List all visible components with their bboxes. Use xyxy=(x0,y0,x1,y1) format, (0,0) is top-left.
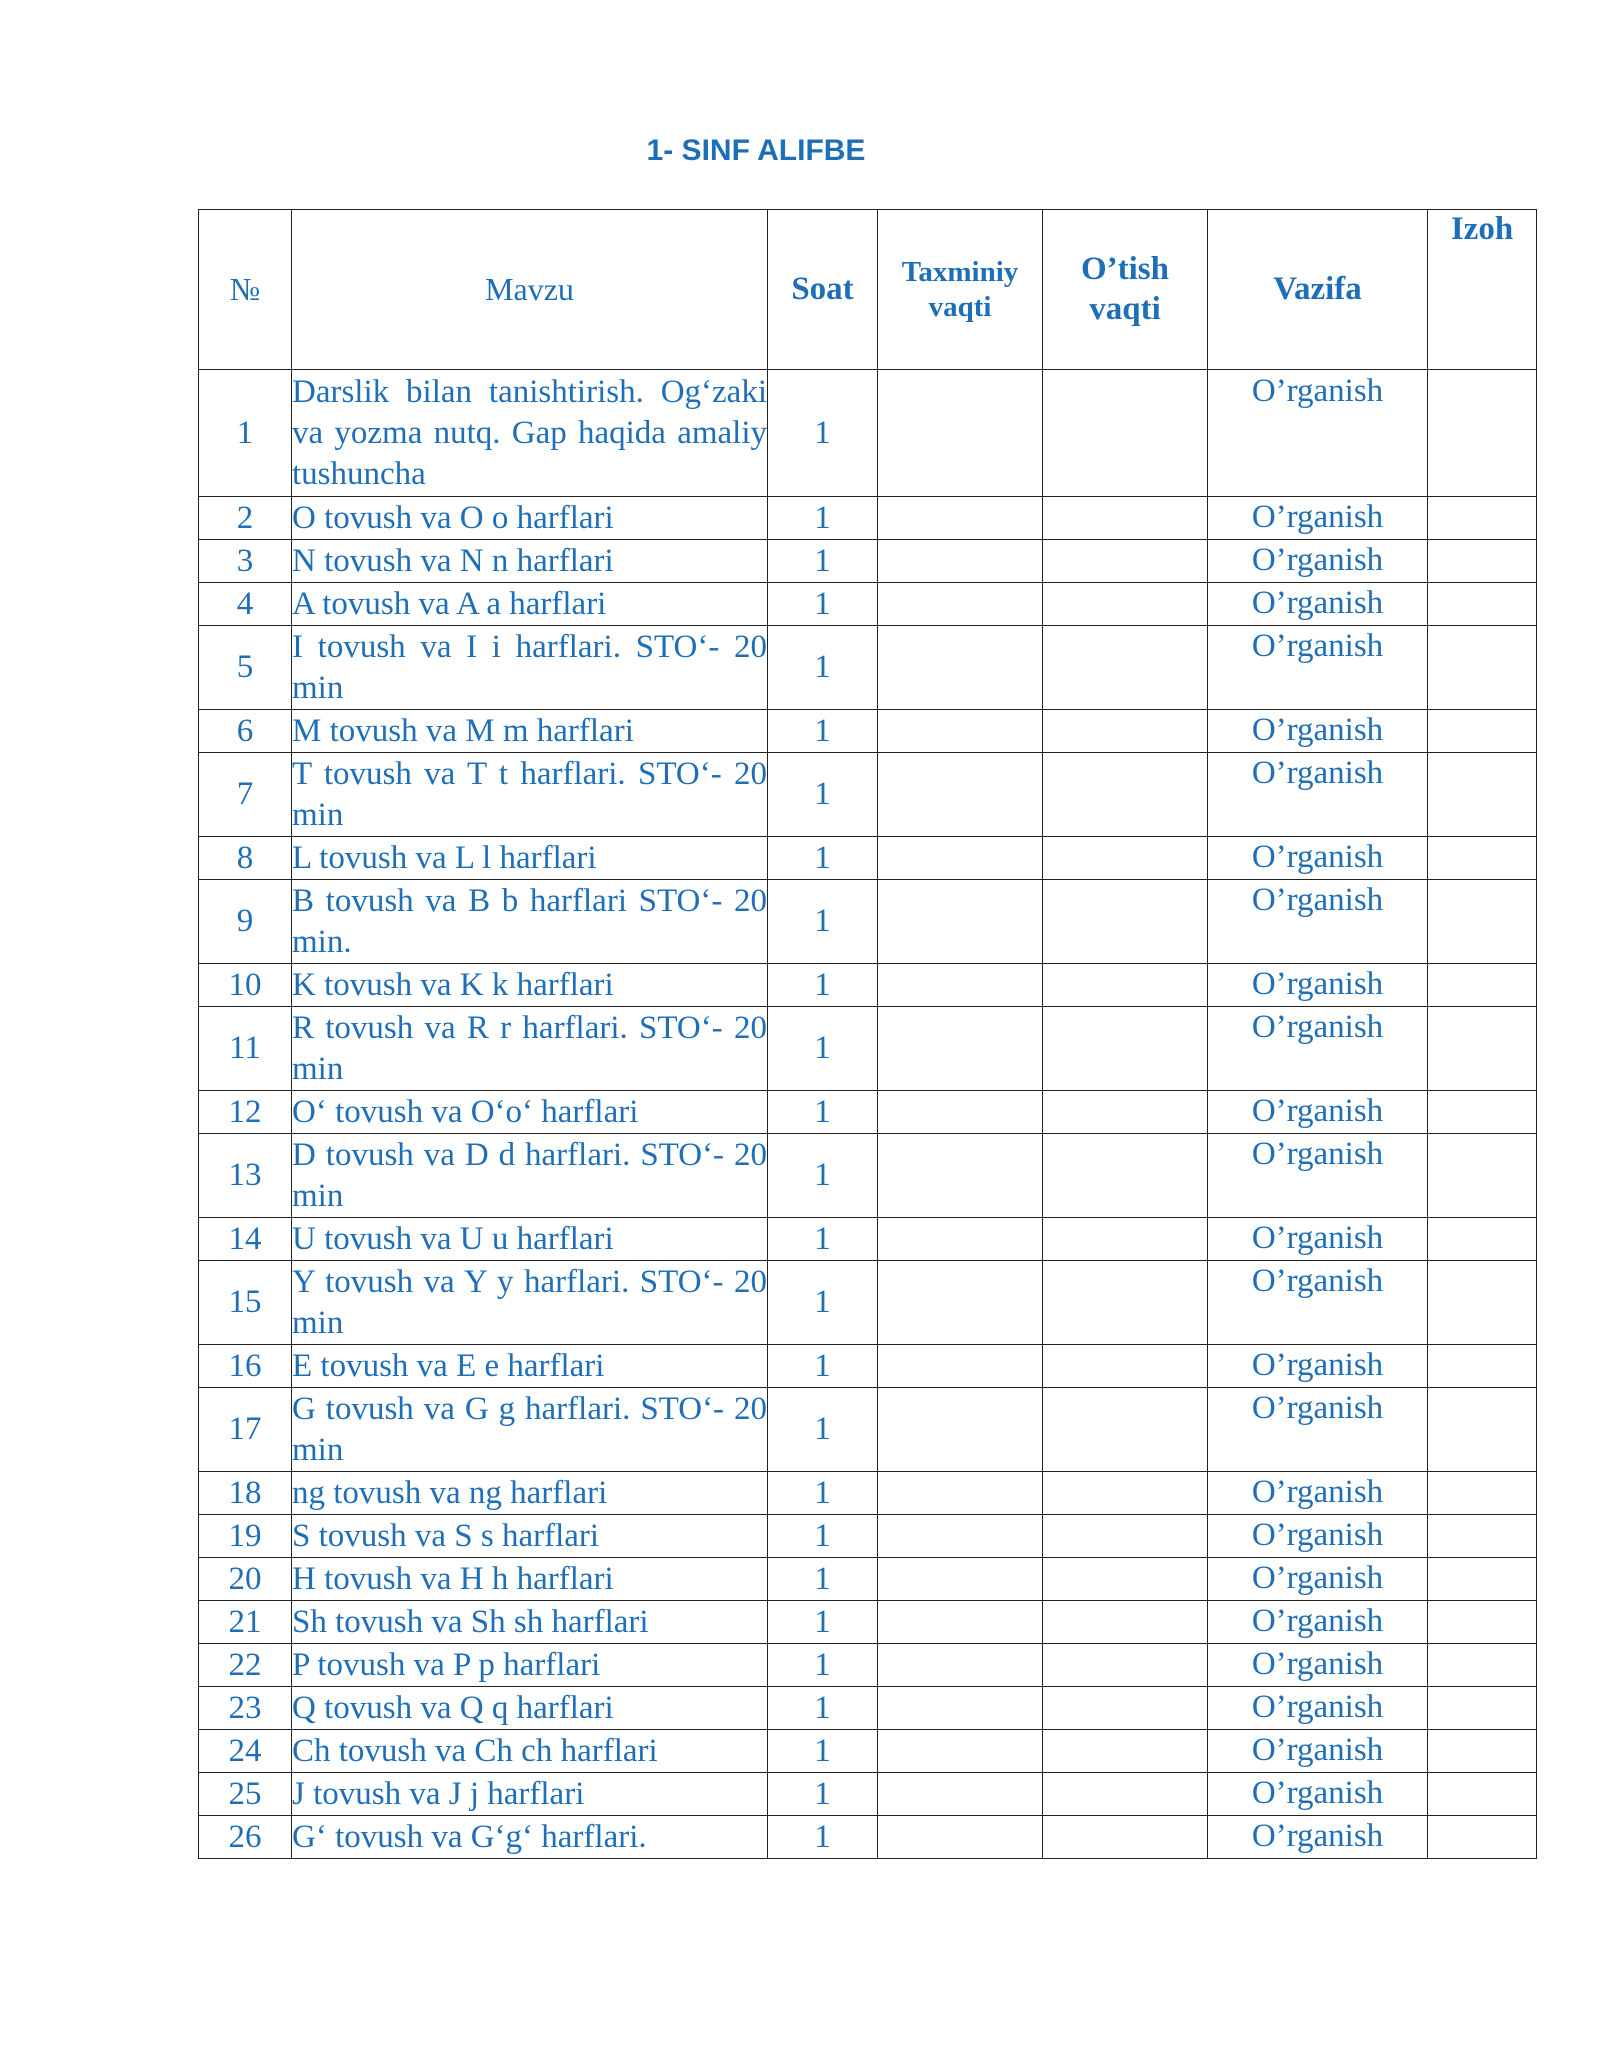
row-task: O’rganish xyxy=(1208,1730,1428,1773)
table-row xyxy=(199,710,1537,753)
row-hours: 1 xyxy=(768,1773,878,1816)
row-actual-time xyxy=(1043,583,1208,626)
table-row xyxy=(199,497,1537,540)
table-row xyxy=(199,1558,1537,1601)
row-actual-time xyxy=(1043,1388,1208,1472)
row-topic: Y tovush va Y y harflari. STO‘- 20 min xyxy=(292,1261,768,1345)
row-estimated-time xyxy=(878,1134,1043,1218)
row-hours: 1 xyxy=(768,837,878,880)
header-number: № xyxy=(199,210,292,370)
row-topic: E tovush va E e harflari xyxy=(292,1345,768,1388)
row-actual-time xyxy=(1043,1345,1208,1388)
header-actual-time-line1: O’tish xyxy=(1080,250,1169,287)
row-hours: 1 xyxy=(768,1687,878,1730)
row-estimated-time xyxy=(878,1091,1043,1134)
row-estimated-time xyxy=(878,1816,1043,1859)
row-topic: O tovush va O o harflari xyxy=(292,497,768,540)
row-hours: 1 xyxy=(768,497,878,540)
row-topic: A tovush va A a harflari xyxy=(292,583,768,626)
header-topic: Mavzu xyxy=(292,210,768,370)
row-note xyxy=(1428,1687,1537,1730)
table-row xyxy=(199,1730,1537,1773)
header-note: Izoh xyxy=(1428,210,1537,370)
row-estimated-time xyxy=(878,1345,1043,1388)
table-row xyxy=(199,1515,1537,1558)
row-note xyxy=(1428,1644,1537,1687)
row-note xyxy=(1428,583,1537,626)
row-task: O’rganish xyxy=(1208,1134,1428,1218)
row-topic: I tovush va I i harflari. STO‘- 20 min xyxy=(292,626,768,710)
row-task: O’rganish xyxy=(1208,1558,1428,1601)
row-number: 9 xyxy=(199,880,292,964)
row-number: 6 xyxy=(199,710,292,753)
row-actual-time xyxy=(1043,497,1208,540)
row-hours: 1 xyxy=(768,753,878,837)
row-actual-time xyxy=(1043,1218,1208,1261)
row-topic: D tovush va D d harflari. STO‘- 20 min xyxy=(292,1134,768,1218)
row-estimated-time xyxy=(878,626,1043,710)
row-number: 3 xyxy=(199,540,292,583)
row-task: O’rganish xyxy=(1208,964,1428,1007)
table-row xyxy=(199,964,1537,1007)
row-actual-time xyxy=(1043,370,1208,497)
table-row xyxy=(199,1773,1537,1816)
row-hours: 1 xyxy=(768,964,878,1007)
header-actual-time-line2: vaqti xyxy=(1089,290,1161,327)
row-note xyxy=(1428,1388,1537,1472)
row-estimated-time xyxy=(878,1515,1043,1558)
table-header-row xyxy=(199,210,1537,370)
row-task: O’rganish xyxy=(1208,1816,1428,1859)
row-actual-time xyxy=(1043,1687,1208,1730)
row-number: 25 xyxy=(199,1773,292,1816)
row-hours: 1 xyxy=(768,1601,878,1644)
row-task: O’rganish xyxy=(1208,583,1428,626)
row-actual-time xyxy=(1043,710,1208,753)
row-actual-time xyxy=(1043,1261,1208,1345)
lesson-plan-table xyxy=(198,209,1537,1859)
row-estimated-time xyxy=(878,837,1043,880)
row-number: 4 xyxy=(199,583,292,626)
row-note xyxy=(1428,1515,1537,1558)
row-number: 17 xyxy=(199,1388,292,1472)
row-note xyxy=(1428,1730,1537,1773)
row-estimated-time xyxy=(878,1601,1043,1644)
row-task: O’rganish xyxy=(1208,1091,1428,1134)
table-row xyxy=(199,1687,1537,1730)
row-note xyxy=(1428,1261,1537,1345)
row-note xyxy=(1428,1134,1537,1218)
row-actual-time xyxy=(1043,964,1208,1007)
table-row xyxy=(199,1816,1537,1859)
row-estimated-time xyxy=(878,1558,1043,1601)
row-hours: 1 xyxy=(768,1134,878,1218)
table-body xyxy=(199,370,1537,1859)
row-topic: M tovush va M m harflari xyxy=(292,710,768,753)
row-estimated-time xyxy=(878,1773,1043,1816)
row-hours: 1 xyxy=(768,1730,878,1773)
row-topic: U tovush va U u harflari xyxy=(292,1218,768,1261)
table-row xyxy=(199,753,1537,837)
row-note xyxy=(1428,497,1537,540)
table-row xyxy=(199,583,1537,626)
table-row xyxy=(199,1345,1537,1388)
table-row xyxy=(199,540,1537,583)
row-estimated-time xyxy=(878,370,1043,497)
row-number: 14 xyxy=(199,1218,292,1261)
row-estimated-time xyxy=(878,1730,1043,1773)
row-actual-time xyxy=(1043,1601,1208,1644)
row-hours: 1 xyxy=(768,1472,878,1515)
row-hours: 1 xyxy=(768,370,878,497)
row-topic: ng tovush va ng harflari xyxy=(292,1472,768,1515)
header-estimated-time-line1: Taxminiy xyxy=(901,255,1019,288)
row-task: O’rganish xyxy=(1208,370,1428,497)
row-actual-time xyxy=(1043,1091,1208,1134)
row-actual-time xyxy=(1043,837,1208,880)
header-hours: Soat xyxy=(768,210,878,370)
row-note xyxy=(1428,370,1537,497)
row-hours: 1 xyxy=(768,626,878,710)
row-number: 5 xyxy=(199,626,292,710)
row-note xyxy=(1428,1816,1537,1859)
row-estimated-time xyxy=(878,880,1043,964)
row-actual-time xyxy=(1043,753,1208,837)
row-note xyxy=(1428,1601,1537,1644)
row-actual-time xyxy=(1043,880,1208,964)
row-actual-time xyxy=(1043,1007,1208,1091)
row-task: O’rganish xyxy=(1208,1388,1428,1472)
row-task: O’rganish xyxy=(1208,540,1428,583)
row-hours: 1 xyxy=(768,1558,878,1601)
row-hours: 1 xyxy=(768,1218,878,1261)
row-actual-time xyxy=(1043,1134,1208,1218)
table-row xyxy=(199,1644,1537,1687)
row-task: O’rganish xyxy=(1208,1515,1428,1558)
row-task: O’rganish xyxy=(1208,1773,1428,1816)
row-actual-time xyxy=(1043,1644,1208,1687)
row-hours: 1 xyxy=(768,1515,878,1558)
row-estimated-time xyxy=(878,583,1043,626)
row-task: O’rganish xyxy=(1208,710,1428,753)
row-task: O’rganish xyxy=(1208,753,1428,837)
row-number: 2 xyxy=(199,497,292,540)
header-actual-time xyxy=(1043,210,1208,370)
row-number: 13 xyxy=(199,1134,292,1218)
row-note xyxy=(1428,753,1537,837)
row-estimated-time xyxy=(878,1261,1043,1345)
row-topic: J tovush va J j harflari xyxy=(292,1773,768,1816)
row-number: 20 xyxy=(199,1558,292,1601)
row-estimated-time xyxy=(878,753,1043,837)
row-topic: Q tovush va Q q harflari xyxy=(292,1687,768,1730)
row-task: O’rganish xyxy=(1208,1261,1428,1345)
row-hours: 1 xyxy=(768,1644,878,1687)
table-row xyxy=(199,626,1537,710)
header-estimated-time xyxy=(878,210,1043,370)
row-hours: 1 xyxy=(768,1091,878,1134)
row-note xyxy=(1428,710,1537,753)
row-task: O’rganish xyxy=(1208,626,1428,710)
table-row xyxy=(199,837,1537,880)
row-hours: 1 xyxy=(768,880,878,964)
row-task: O’rganish xyxy=(1208,1601,1428,1644)
table-row xyxy=(199,1007,1537,1091)
row-estimated-time xyxy=(878,1472,1043,1515)
row-topic: R tovush va R r harflari. STO‘- 20 min xyxy=(292,1007,768,1091)
row-note xyxy=(1428,1558,1537,1601)
row-note xyxy=(1428,1472,1537,1515)
row-topic: K tovush va K k harflari xyxy=(292,964,768,1007)
row-note xyxy=(1428,1091,1537,1134)
table-row xyxy=(199,1601,1537,1644)
row-topic: Sh tovush va Sh sh harflari xyxy=(292,1601,768,1644)
row-number: 10 xyxy=(199,964,292,1007)
row-task: O’rganish xyxy=(1208,837,1428,880)
row-estimated-time xyxy=(878,710,1043,753)
row-estimated-time xyxy=(878,540,1043,583)
row-number: 1 xyxy=(199,370,292,497)
row-estimated-time xyxy=(878,1007,1043,1091)
row-number: 26 xyxy=(199,1816,292,1859)
row-task: O’rganish xyxy=(1208,497,1428,540)
row-note xyxy=(1428,880,1537,964)
row-number: 24 xyxy=(199,1730,292,1773)
row-hours: 1 xyxy=(768,1007,878,1091)
row-note xyxy=(1428,1773,1537,1816)
row-actual-time xyxy=(1043,1472,1208,1515)
row-actual-time xyxy=(1043,1558,1208,1601)
row-note xyxy=(1428,540,1537,583)
row-topic: O‘ tovush va O‘o‘ harflari xyxy=(292,1091,768,1134)
row-hours: 1 xyxy=(768,710,878,753)
row-estimated-time xyxy=(878,1687,1043,1730)
row-hours: 1 xyxy=(768,1345,878,1388)
table-row xyxy=(199,1388,1537,1472)
row-number: 8 xyxy=(199,837,292,880)
row-task: O’rganish xyxy=(1208,1644,1428,1687)
row-number: 18 xyxy=(199,1472,292,1515)
row-number: 23 xyxy=(199,1687,292,1730)
row-note xyxy=(1428,837,1537,880)
row-topic: T tovush va T t harflari. STO‘- 20 min xyxy=(292,753,768,837)
row-task: O’rganish xyxy=(1208,1472,1428,1515)
table-row xyxy=(199,880,1537,964)
row-actual-time xyxy=(1043,626,1208,710)
table-row xyxy=(199,370,1537,497)
row-topic: Ch tovush va Ch ch harflari xyxy=(292,1730,768,1773)
row-number: 16 xyxy=(199,1345,292,1388)
table-row xyxy=(199,1218,1537,1261)
row-number: 21 xyxy=(199,1601,292,1644)
row-hours: 1 xyxy=(768,540,878,583)
row-estimated-time xyxy=(878,964,1043,1007)
row-actual-time xyxy=(1043,1773,1208,1816)
table-row xyxy=(199,1472,1537,1515)
row-topic: L tovush va L l harflari xyxy=(292,837,768,880)
table-row xyxy=(199,1134,1537,1218)
row-estimated-time xyxy=(878,1388,1043,1472)
header-task: Vazifa xyxy=(1208,210,1428,370)
row-hours: 1 xyxy=(768,583,878,626)
row-topic: Darslik bilan tanishtirish. Og‘zaki va yozma nutq. Gap haqida amaliy tushuncha xyxy=(292,370,768,497)
row-number: 11 xyxy=(199,1007,292,1091)
row-topic: P tovush va P p harflari xyxy=(292,1644,768,1687)
row-hours: 1 xyxy=(768,1816,878,1859)
row-actual-time xyxy=(1043,1730,1208,1773)
row-topic: S tovush va S s harflari xyxy=(292,1515,768,1558)
row-task: O’rganish xyxy=(1208,880,1428,964)
row-topic: B tovush va B b harflari STO‘- 20 min. xyxy=(292,880,768,964)
row-task: O’rganish xyxy=(1208,1687,1428,1730)
row-note xyxy=(1428,1007,1537,1091)
document-title: 1- SINF ALIFBE xyxy=(646,134,866,167)
row-number: 15 xyxy=(199,1261,292,1345)
row-number: 19 xyxy=(199,1515,292,1558)
row-hours: 1 xyxy=(768,1261,878,1345)
row-estimated-time xyxy=(878,1644,1043,1687)
row-note xyxy=(1428,964,1537,1007)
row-note xyxy=(1428,1218,1537,1261)
row-note xyxy=(1428,626,1537,710)
row-estimated-time xyxy=(878,497,1043,540)
row-task: O’rganish xyxy=(1208,1007,1428,1091)
row-actual-time xyxy=(1043,1816,1208,1859)
row-hours: 1 xyxy=(768,1388,878,1472)
row-topic: G‘ tovush va G‘g‘ harflari. xyxy=(292,1816,768,1859)
row-topic: G tovush va G g harflari. STO‘- 20 min xyxy=(292,1388,768,1472)
row-actual-time xyxy=(1043,1515,1208,1558)
row-task: O’rganish xyxy=(1208,1218,1428,1261)
row-note xyxy=(1428,1345,1537,1388)
row-topic: H tovush va H h harflari xyxy=(292,1558,768,1601)
header-estimated-time-line2: vaqti xyxy=(928,290,992,323)
row-actual-time xyxy=(1043,540,1208,583)
table-row xyxy=(199,1091,1537,1134)
row-topic: N tovush va N n harflari xyxy=(292,540,768,583)
row-number: 12 xyxy=(199,1091,292,1134)
table-row xyxy=(199,1261,1537,1345)
row-task: O’rganish xyxy=(1208,1345,1428,1388)
row-number: 7 xyxy=(199,753,292,837)
row-number: 22 xyxy=(199,1644,292,1687)
row-estimated-time xyxy=(878,1218,1043,1261)
